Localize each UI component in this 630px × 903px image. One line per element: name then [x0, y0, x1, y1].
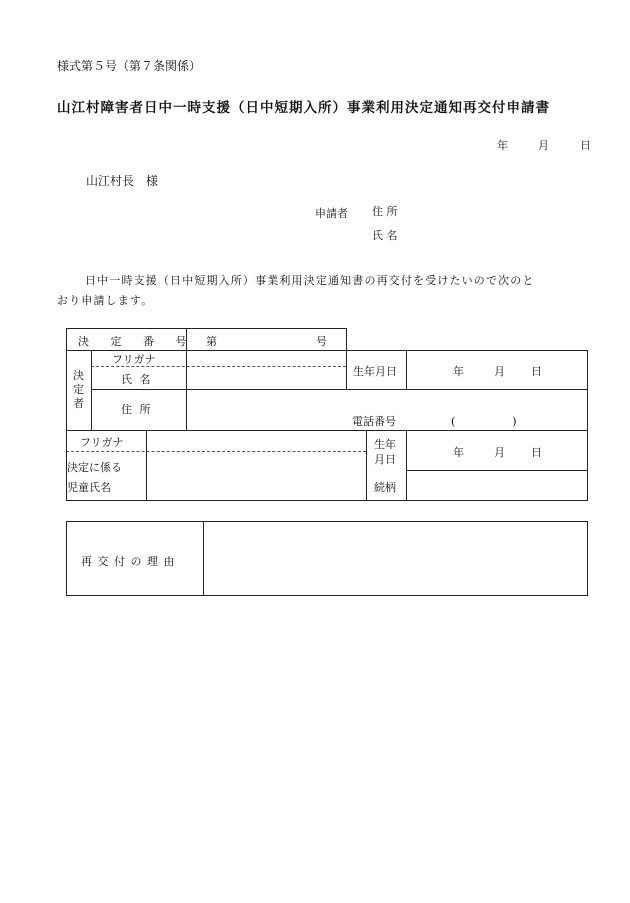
date-month-label: 月	[538, 139, 549, 152]
child-birth-line2: 月日	[374, 453, 396, 466]
furigana-label: フリガナ	[112, 353, 156, 366]
relation-label: 続柄	[374, 481, 396, 494]
applicant-label: 申請者	[315, 207, 348, 220]
phone-label: 電話番号	[352, 415, 396, 428]
applicant-name-label: 氏 名	[372, 229, 398, 242]
child-birth-month-label: 月	[494, 446, 505, 459]
birth-month-label: 月	[494, 365, 505, 378]
applicant-address-label: 住 所	[372, 205, 398, 218]
child-furigana-label: フリガナ	[80, 436, 124, 449]
decision-number-go: 号	[316, 335, 327, 348]
reason-label: 再 交 付 の 理 由	[81, 555, 176, 568]
child-label-line1: 決定に係る	[67, 461, 122, 474]
birthdate-label: 生年月日	[353, 365, 397, 378]
date-day-label: 日	[580, 139, 591, 152]
child-label-line2: 児童氏名	[67, 481, 111, 494]
child-birth-day-label: 日	[531, 446, 542, 459]
birth-day-label: 日	[531, 365, 542, 378]
address-label: 住 所	[121, 403, 153, 416]
phone-paren: ( )	[451, 415, 523, 428]
name-label: 氏 名	[121, 373, 153, 386]
decision-number-dai: 第	[206, 335, 217, 348]
body-text-line2: おり申請します。	[57, 294, 154, 307]
decision-number-label: 決 定 番 号	[78, 335, 196, 348]
form-number: 様式第５号（第７条関係）	[57, 59, 202, 73]
child-birth-year-label: 年	[453, 446, 464, 459]
decided-person-label: 決定者	[73, 369, 84, 410]
addressee: 山江村長 様	[86, 174, 159, 188]
child-birth-line1: 生年	[374, 438, 396, 451]
body-text-line1: 日中一時支援（日中短期入所）事業利用決定通知書の再交付を受けたいので次のと	[85, 274, 535, 287]
date-year-label: 年	[497, 139, 508, 152]
page-title: 山江村障害者日中一時支援（日中短期入所）事業利用決定通知再交付申請書	[57, 100, 550, 116]
birth-year-label: 年	[453, 365, 464, 378]
